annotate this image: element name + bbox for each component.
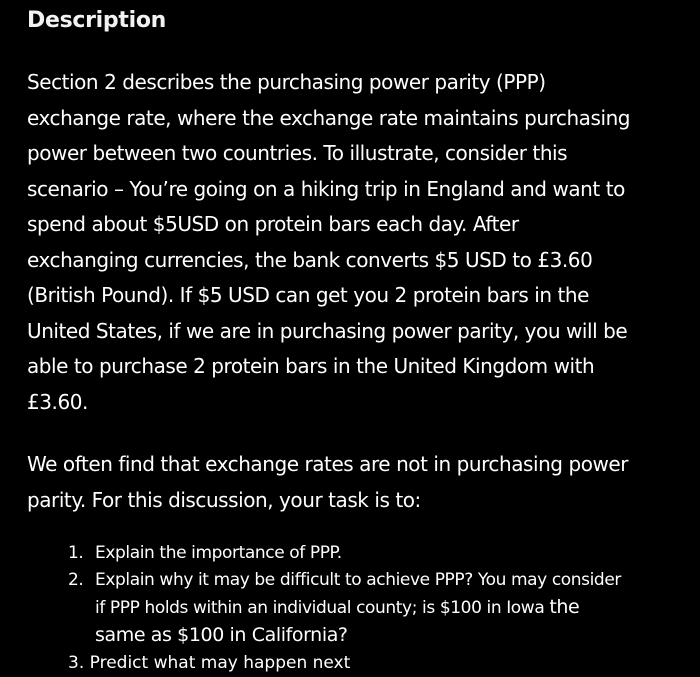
task-intro-paragraph — [27, 447, 687, 518]
list-item-text: Explain the importance of PPP. — [95, 543, 342, 563]
paragraph-line: spend about $5USD on protein bars each day. After — [27, 212, 519, 236]
paragraph-line: We often find that exchange rates are not in purchasing power — [27, 452, 629, 476]
list-item-text: Predict what may happen next — [89, 653, 351, 673]
list-item-text-part: the — [549, 596, 580, 618]
paragraph-line: £3.60. — [27, 389, 88, 414]
list-number: 2. — [68, 570, 84, 590]
paragraph-line: able to purchase 2 protein bars in the United Kingdom with — [27, 354, 595, 378]
description-heading: Description — [27, 8, 166, 33]
paragraph-line: scenario – You’re going on a hiking trip in England and want to — [27, 176, 625, 201]
paragraph-line: exchanging currencies, the bank converts $5 USD to £3.60 — [27, 247, 593, 272]
list-item-text — [95, 594, 621, 622]
list-number: 3. — [68, 653, 85, 673]
paragraph-line: Section 2 describes the purchasing power parity (PPP) — [27, 70, 546, 94]
paragraph-line: power between two countries. To illustrate, consider this — [27, 141, 568, 165]
section-description-paragraph — [27, 65, 687, 420]
paragraph-line: exchange rate, where the exchange rate maintains purchasing — [27, 105, 631, 130]
list-item — [68, 567, 621, 649]
paragraph-line: (British Pound). If $5 USD can get you 2 protein bars in the — [27, 283, 589, 307]
list-item — [68, 540, 621, 567]
list-number: 1. — [68, 543, 84, 563]
task-list — [68, 540, 621, 649]
list-item-cutoff — [68, 650, 351, 673]
list-item-text: Explain why it may be difficult to achieve PPP? You may consider — [95, 570, 621, 590]
paragraph-line: United States, if we are in purchasing power parity, you will be — [27, 318, 628, 343]
paragraph-line: parity. For this discussion, your task is to: — [27, 487, 421, 512]
list-item-text: same as $100 in California? — [95, 624, 348, 646]
list-item-text-part: if PPP holds within an individual county; is $100 in Iowa — [95, 598, 550, 618]
